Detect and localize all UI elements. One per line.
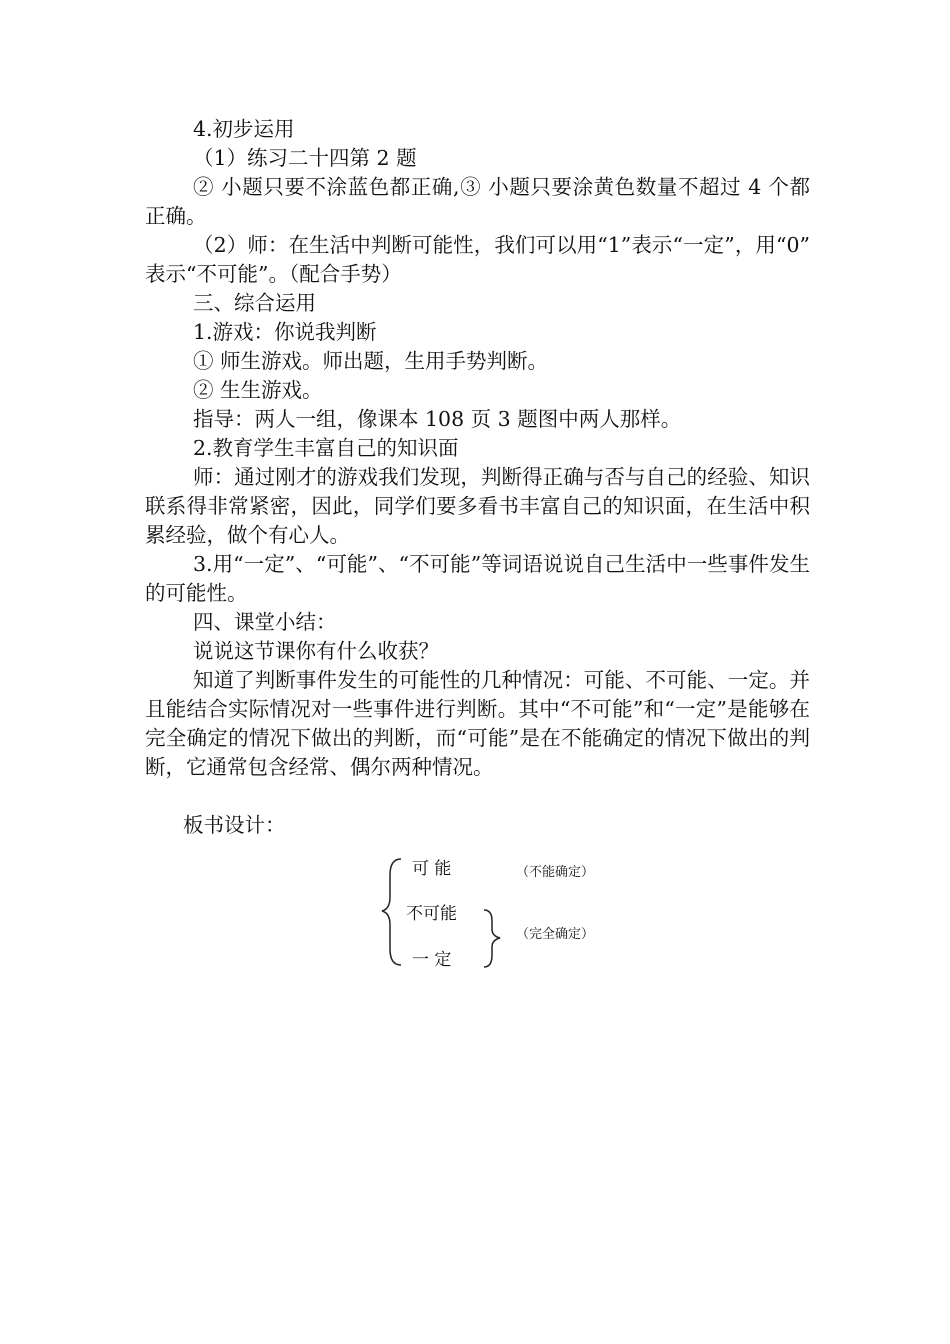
body-text: [145, 115, 810, 782]
paragraph: ② 生生游戏。: [193, 378, 323, 402]
paragraph: 1.游戏：你说我判断: [193, 320, 377, 344]
paragraph: 三、综合运用: [193, 291, 316, 315]
board-note-certain: （完全确定）: [516, 927, 595, 942]
paragraph: 2.教育学生丰富自己的知识面: [193, 436, 459, 460]
paragraph: 师：通过刚才的游戏我们发现，判断得正确与否与自己的经验、知识联系得非常紧密，因此，同学们要多看书丰富自己的知识面，在生活中积累经验，做个有心人。: [145, 465, 810, 547]
board-design-diagram: [370, 845, 630, 980]
paragraph: （1）练习二十四第 2 题: [193, 146, 417, 170]
paragraph: ② 小题只要不涂蓝色都正确,③ 小题只要涂黄色数量不超过 4 个都正确。: [145, 175, 810, 228]
paragraph: 四、课堂小结：: [193, 610, 337, 634]
board-item-certain: 一 定: [412, 950, 452, 970]
paragraph: 指导：两人一组，像课本 108 页 3 题图中两人那样。: [193, 407, 682, 431]
left-brace-icon: [382, 859, 401, 965]
board-note-uncertain: （不能确定）: [516, 865, 595, 880]
paragraph: （2）师：在生活中判断可能性，我们可以用“1”表示“一定”，用“0” 表示“不可能”。（配合手势）: [145, 233, 810, 286]
board-item-impossible: 不可能: [406, 904, 457, 924]
paragraph: 3.用“一定”、“可能”、“不可能”等词语说说自己生活中一些事件发生的可能性。: [145, 552, 810, 605]
board-design-label: 板书设计：: [183, 813, 286, 837]
board-item-possible: 可 能: [412, 859, 452, 879]
paragraph: 知道了判断事件发生的可能性的几种情况：可能、不可能、一定。并且能结合实际情况对一些事件进行判断。其中“不可能”和“一定”是能够在完全确定的情况下做出的判断，而“可能”是在不能确定的情况下做出的判断，它通常包含经常、偶尔两种情况。: [145, 668, 810, 779]
paragraph: 说说这节课你有什么收获？: [193, 639, 439, 663]
right-brace-icon: [484, 910, 500, 967]
paragraph: 4.初步运用: [193, 117, 295, 141]
paragraph: ① 师生游戏。师出题，生用手势判断。: [193, 349, 549, 373]
